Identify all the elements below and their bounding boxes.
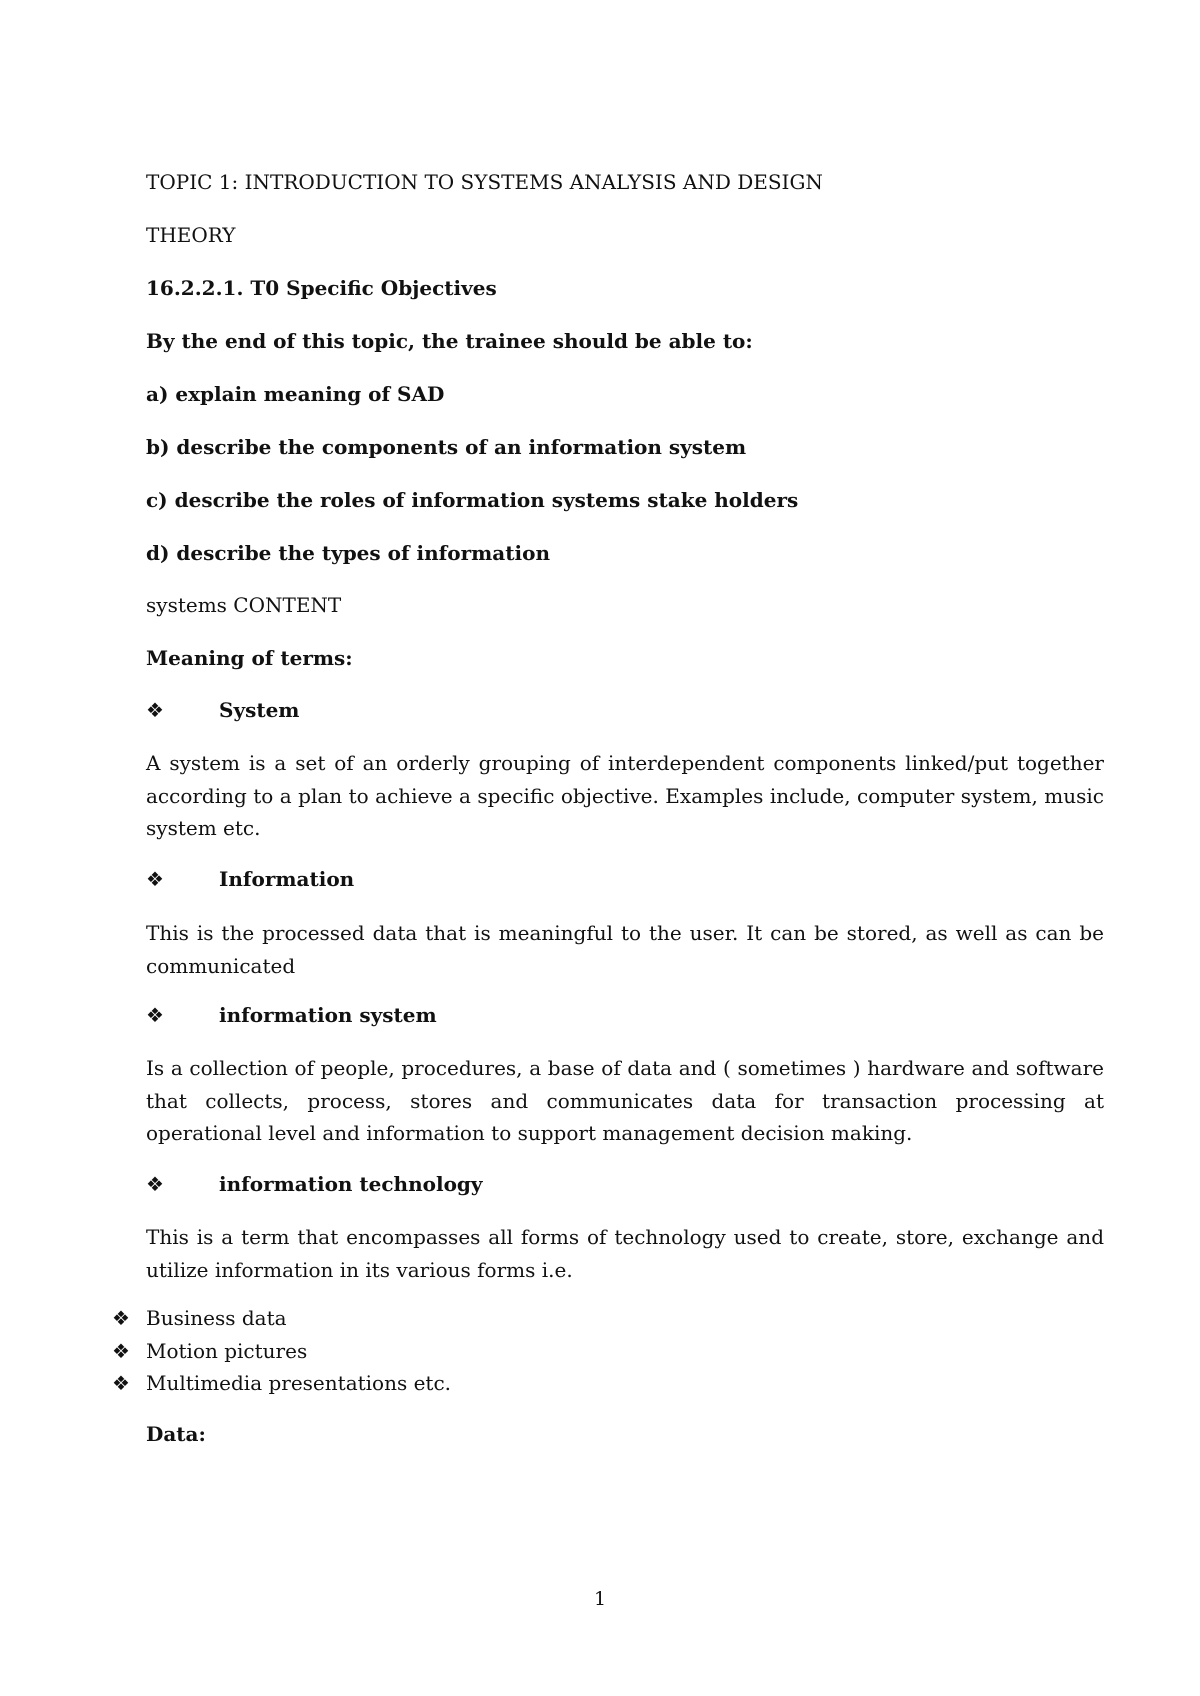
content-line: systems CONTENT [146,593,342,617]
term-label: Information [219,867,355,891]
diamond-bullet-icon: ❖ [146,1172,164,1196]
objective-item: c) describe the roles of information systems stake holders [146,488,799,512]
diamond-bullet-icon: ❖ [112,1338,130,1363]
page-title: TOPIC 1: INTRODUCTION TO SYSTEMS ANALYSIS AND DESIGN [146,170,823,194]
objectives-heading: 16.2.2.1. T0 Specific Objectives [146,276,497,300]
list-item-label: Multimedia presentations etc. [146,1371,452,1395]
list-item [112,1302,451,1335]
objective-item: b) describe the components of an information system [146,435,747,459]
diamond-bullet-icon: ❖ [112,1371,130,1395]
diamond-bullet-icon: ❖ [146,867,164,891]
diamond-bullet-icon: ❖ [112,1306,130,1330]
data-heading: Data: [146,1422,206,1446]
term-label: information system [219,1003,437,1027]
page-number: 1 [593,1588,607,1610]
term-heading-system [146,694,299,726]
list-item [112,1367,451,1400]
objective-item: d) describe the types of information [146,541,550,565]
diamond-bullet-icon: ❖ [146,1003,164,1027]
term-label: information technology [219,1172,483,1196]
section-heading: THEORY [146,223,236,247]
objectives-intro: By the end of this topic, the trainee should be able to: [146,329,753,353]
diamond-bullet-icon: ❖ [146,698,164,722]
list-item-label: Motion pictures [146,1338,308,1363]
term-definition-information: This is the processed data that is meaningful to the user. It can be stored, as well as can be communicated [146,921,1104,978]
terms-heading: Meaning of terms: [146,646,353,670]
term-definition-system: A system is a set of an orderly grouping of interdependent components linked/put together according to a plan to achieve a specific objective. Examples include, computer system, music system etc. [146,751,1104,840]
list-item-label: Business data [146,1306,287,1330]
objective-item: a) explain meaning of SAD [146,382,445,406]
term-heading-information-system [146,999,437,1031]
list-item [112,1335,451,1368]
it-forms-list [112,1302,451,1400]
term-definition-information-system: Is a collection of people, procedures, a base of data and ( sometimes ) hardware and software that collects, process, stores and communicates data for transaction processing at operational level and information to support management decision making. [146,1056,1104,1145]
term-definition-information-technology: This is a term that encompasses all forms of technology used to create, store, exchange and utilize information in its various forms i.e. [146,1225,1104,1282]
term-label: System [219,698,300,722]
term-heading-information [146,863,354,895]
term-heading-information-technology [146,1168,483,1200]
